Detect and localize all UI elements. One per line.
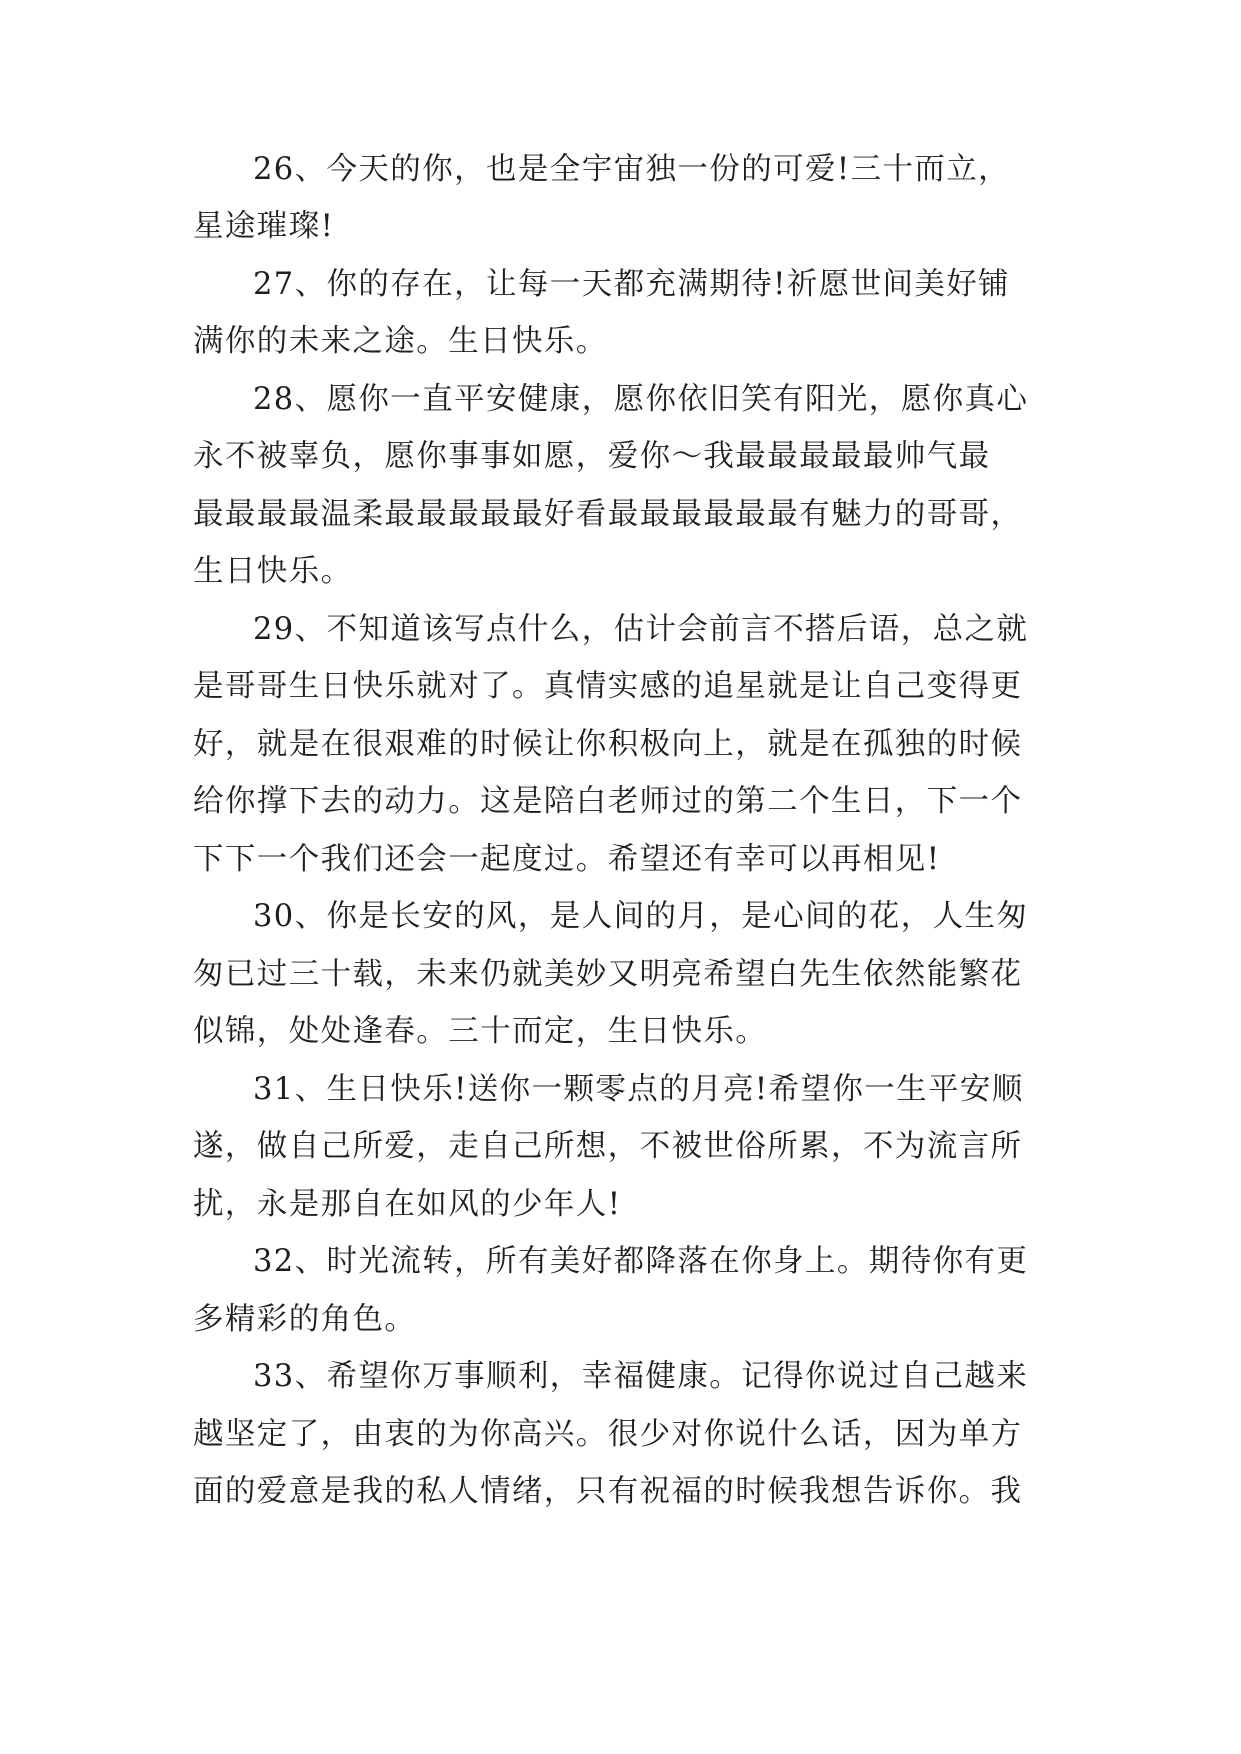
paragraph-31-line-3: 扰，永是那自在如风的少年人! bbox=[193, 1187, 622, 1222]
paragraph-28-line-2: 永不被辜负，愿你事事如愿，爱你～我最最最最最帅气最 bbox=[193, 439, 991, 474]
paragraph-30-line-3: 似锦，处处逢春。三十而定，生日快乐。 bbox=[193, 1014, 768, 1049]
paragraph-33-line-1: 33、希望你万事顺利，幸福健康。记得你说过自己越来 bbox=[253, 1359, 1029, 1394]
paragraph-31-line-2: 遂，做自己所爱，走自己所想，不被世俗所累，不为流言所 bbox=[193, 1129, 1023, 1164]
paragraph-29-line-3: 好，就是在很艰难的时候让你积极向上，就是在孤独的时候 bbox=[193, 727, 1023, 762]
paragraph-27-line-2: 满你的未来之途。生日快乐。 bbox=[193, 324, 608, 359]
paragraph-30-line-1: 30、你是长安的风，是人间的月，是心间的花，人生匆 bbox=[253, 899, 1029, 934]
paragraph-29-line-5: 下下一个我们还会一起度过。希望还有幸可以再相见! bbox=[193, 842, 941, 877]
paragraph-33-line-2: 越坚定了，由衷的为你高兴。很少对你说什么话，因为单方 bbox=[193, 1417, 1023, 1452]
paragraph-28-line-4: 生日快乐。 bbox=[193, 554, 353, 589]
paragraph-26-line-2: 星途璀璨! bbox=[193, 209, 335, 244]
paragraph-29-line-2: 是哥哥生日快乐就对了。真情实感的追星就是让自己变得更 bbox=[193, 669, 1023, 704]
paragraph-33-line-3: 面的爱意是我的私人情绪，只有祝福的时候我想告诉你。我 bbox=[193, 1474, 1023, 1509]
paragraph-26-line-1: 26、今天的你，也是全宇宙独一份的可爱!三十而立， bbox=[253, 152, 1011, 187]
paragraph-27-line-1: 27、你的存在，让每一天都充满期待!祈愿世间美好铺 bbox=[253, 267, 1011, 302]
paragraph-29-line-1: 29、不知道该写点什么，估计会前言不搭后语，总之就 bbox=[253, 612, 1029, 647]
paragraph-29-line-4: 给你撑下去的动力。这是陪白老师过的第二个生日，下一个 bbox=[193, 784, 1023, 819]
paragraph-32-line-1: 32、时光流转，所有美好都降落在你身上。期待你有更 bbox=[253, 1244, 1029, 1279]
paragraph-30-line-2: 匆已过三十载，未来仍就美妙又明亮希望白先生依然能繁花 bbox=[193, 957, 1023, 992]
paragraph-32-line-2: 多精彩的角色。 bbox=[193, 1302, 417, 1337]
paragraph-28-line-3: 最最最最温柔最最最最最好看最最最最最最有魅力的哥哥， bbox=[193, 497, 1023, 532]
paragraph-28-line-1: 28、愿你一直平安健康，愿你依旧笑有阳光，愿你真心 bbox=[253, 382, 1029, 417]
paragraph-31-line-1: 31、生日快乐!送你一颗零点的月亮!希望你一生平安顺 bbox=[253, 1072, 1024, 1107]
